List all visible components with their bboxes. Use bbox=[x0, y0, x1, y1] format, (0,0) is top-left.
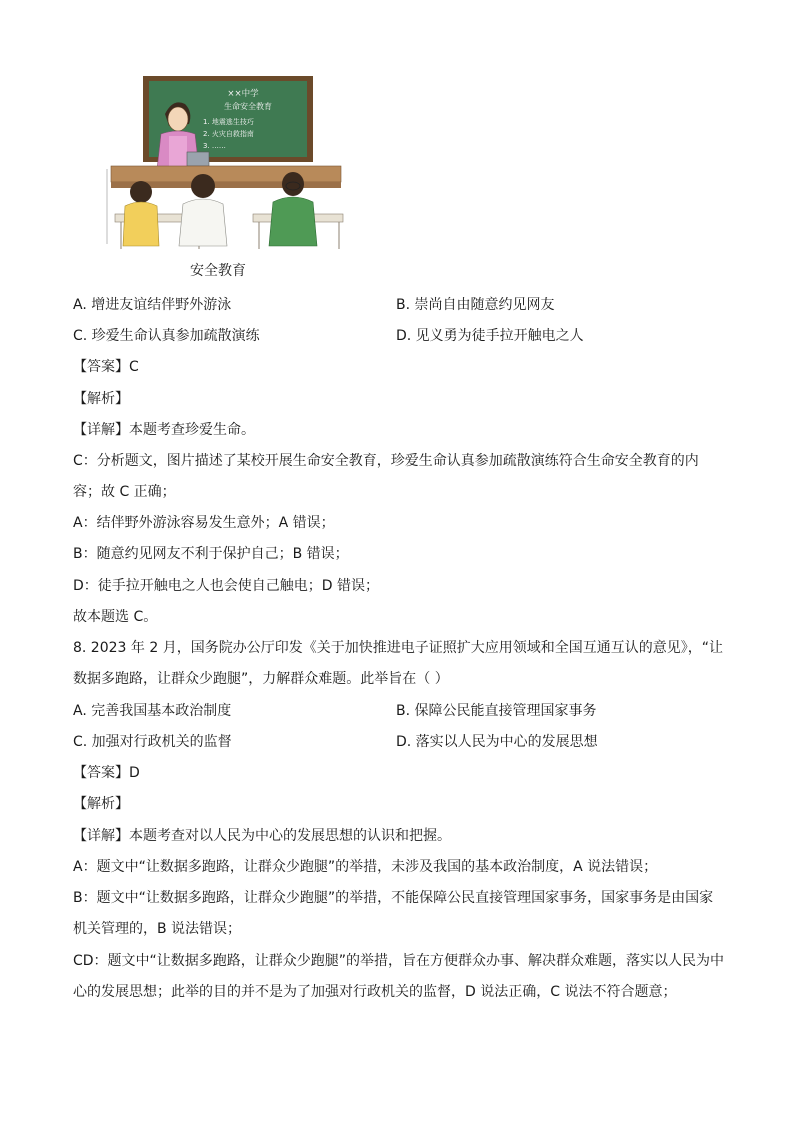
q8-analysis-heading: 【解析】 bbox=[73, 796, 129, 812]
q8-explanation-b-line1: B：题文中“让数据多跑路，让群众少跑腿”的举措，不能保障公民直接管理国家事务，国家事务是由国家 bbox=[73, 890, 714, 906]
q8-option-d: D. 落实以人民为中心的发展思想 bbox=[396, 734, 598, 750]
q7-explanation-b: B：随意约见网友不利于保护自己；B 错误； bbox=[73, 546, 349, 562]
q8-explanation-cd-line1: CD：题文中“让数据多跑路，让群众少跑腿”的举措，旨在方便群众办事、解决群众难题，落实以人民为中 bbox=[73, 953, 725, 969]
board-school-name: ××中学 bbox=[227, 89, 259, 99]
q7-explanation-d: D：徒手拉开触电之人也会使自己触电；D 错误； bbox=[73, 578, 380, 594]
safety-education-illustration bbox=[103, 74, 347, 252]
q8-stem-line2: 数据多跑路，让群众少跑腿”，力解群众难题。此举旨在（ ） bbox=[73, 671, 449, 687]
q7-explanation-a: A：结伴野外游泳容易发生意外；A 错误； bbox=[73, 515, 335, 531]
board-item-2: 2. 火灾自救指南 bbox=[203, 130, 254, 138]
board-item-1: 1. 地震逃生技巧 bbox=[203, 118, 254, 126]
q8-option-c: C. 加强对行政机关的监督 bbox=[73, 734, 232, 750]
q7-explanation-c-line1: C：分析题文，图片描述了某校开展生命安全教育，珍爱生命认真参加疏散演练符合生命安全教育的内 bbox=[73, 453, 699, 469]
q7-explanation-c-line2: 容；故 C 正确； bbox=[73, 484, 176, 500]
q8-explanation-b-line2: 机关管理的，B 说法错误； bbox=[73, 921, 242, 937]
q7-analysis-heading: 【解析】 bbox=[73, 391, 129, 407]
q8-option-b: B. 保障公民能直接管理国家事务 bbox=[396, 703, 597, 719]
q8-option-a: A. 完善我国基本政治制度 bbox=[73, 703, 232, 719]
q7-option-a: A. 增进友谊结伴野外游泳 bbox=[73, 297, 232, 313]
q8-answer: 【答案】D bbox=[73, 765, 140, 781]
q7-conclusion: 故本题选 C。 bbox=[73, 609, 158, 625]
q8-explanation-cd-line2: 心的发展思想；此举的目的并不是为了加强对行政机关的监督，D 说法正确，C 说法不符合题意； bbox=[73, 984, 677, 1000]
q7-answer: 【答案】C bbox=[73, 359, 139, 375]
q8-explanation-a: A：题文中“让数据多跑路，让群众少跑腿”的举措，未涉及我国的基本政治制度，A 说法错误； bbox=[73, 859, 658, 875]
board-item-3: 3. …… bbox=[203, 142, 226, 150]
q7-detail: 【详解】本题考查珍爱生命。 bbox=[73, 422, 255, 438]
figure-caption: 安全教育 bbox=[190, 263, 246, 279]
q8-stem-line1: 8. 2023 年 2 月，国务院办公厅印发《关于加快推进电子证照扩大应用领域和全国互通互认的意见》，“让 bbox=[73, 640, 723, 656]
q7-option-d: D. 见义勇为徒手拉开触电之人 bbox=[396, 328, 584, 344]
q8-detail: 【详解】本题考查对以人民为中心的发展思想的认识和把握。 bbox=[73, 828, 451, 844]
q7-option-b: B. 崇尚自由随意约见网友 bbox=[396, 297, 555, 313]
student-yellow bbox=[123, 181, 159, 246]
teacher-desk bbox=[111, 166, 341, 182]
board-title: 生命安全教育 bbox=[224, 102, 272, 111]
q7-option-c: C. 珍爱生命认真参加疏散演练 bbox=[73, 328, 260, 344]
